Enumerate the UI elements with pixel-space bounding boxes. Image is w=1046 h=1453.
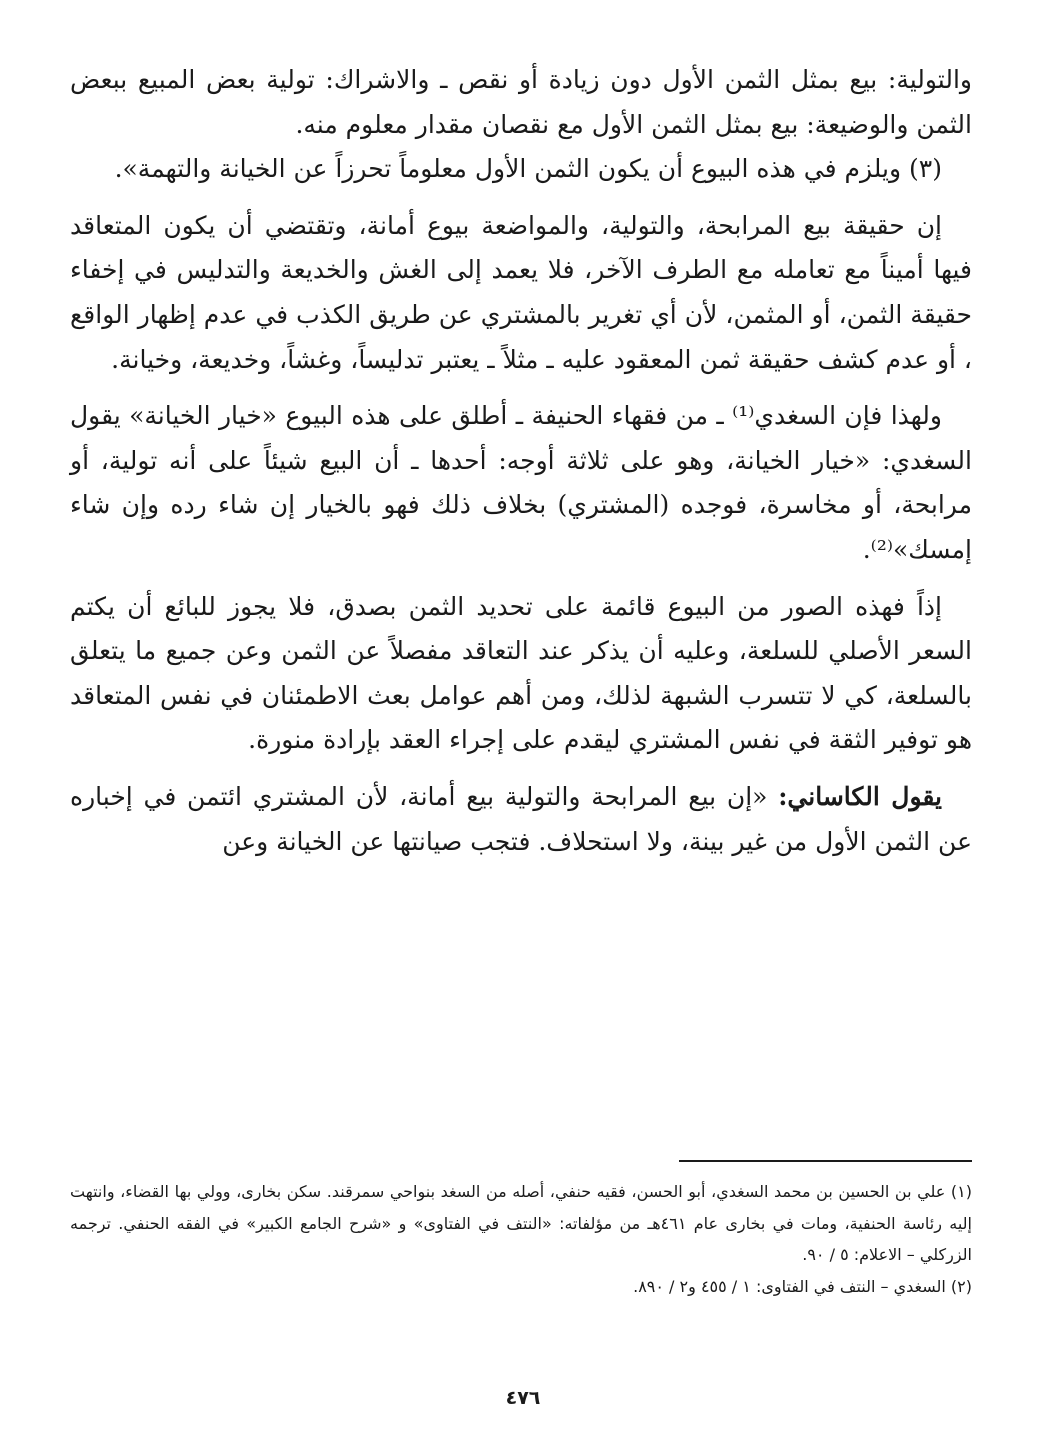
paragraph-trust-sales: إن حقيقة بيع المرابحة، والتولية، والمواضعة بيوع أمانة، وتقتضي أن يكون المتعاقد فيها أميناً مع تعامله مع الطرف الآخر، فلا يعمد إلى الغش والخديعة والتدليس في إخفاء حقيقة الثمن، أو المثمن، لأن أي تغرير بالمشتري عن طريق الكذب في عدم إظهار الواقع ، أو عدم كشف حقيقة ثمن المعقود عليه ـ مثلاً ـ يعتبر تدليساً، وغشاً، وخديعة، وخيانة. (70, 210, 972, 374)
paragraph-condition-3: (٣) ويلزم في هذه البيوع أن يكون الثمن الأول معلوماً تحرزاً عن الخيانة والتهمة». (114, 154, 942, 184)
footnote-divider (679, 1160, 972, 1162)
footnote-1: (١) علي بن الحسين بن محمد السغدي، أبو الحسن، فقيه حنفي، أصله من السغد بنواحي سمرقند. سكن بخارى، وولي بها القضاء، وانتهت إليه رئاسة الحنفية، ومات في بخارى عام ٤٦١هـ من مؤلفاته: «النتف في الفتاوى» و «شرح الجامع الكبير» في الفقه الحنفي. ترجمه الزركلي – الاعلام: ٥ / ٩٠. (70, 1182, 972, 1264)
paragraph-kasani-quote (70, 775, 972, 864)
kasani-quote-text: «إن بيع المرابحة والتولية بيع أمانة، لأن المشتري ائتمن في إخباره عن الثمن الأول من غير بينة، ولا استحلاف. فتجب صيانتها عن الخيانة وعن (70, 781, 972, 856)
paragraph-tawliya-definition: والتولية: بيع بمثل الثمن الأول دون زيادة أو نقص ـ والاشراك: تولية بعض المبيع ببعض الثمن والوضيعة: بيع بمثل الثمن الأول مع نقصان مقدار معلوم منه. (70, 65, 972, 139)
footnote-2: (٢) السغدي – النتف في الفتاوى: ١ / ٤٥٥ و٢ / ٨٩٠. (633, 1276, 972, 1296)
page-number: ٤٧٦ (505, 1387, 541, 1409)
footnotes (70, 1176, 972, 1302)
paragraph-price-honesty: إذاً فهذه الصور من البيوع قائمة على تحديد الثمن بصدق، فلا يجوز للبائع أن يكتم السعر الأصلي للسلعة، وعليه أن يذكر عند التعاقد مفصلاً عن الثمن وعن جميع ما يتعلق بالسلعة، كي لا تتسرب الشبهة لذلك، ومن أهم عوامل بعث الاطمئنان في نفس المتعاقد هو توفير الثقة في نفس المشتري ليقدم على إجراء العقد بإرادة منورة. (70, 591, 972, 755)
main-text (70, 58, 972, 864)
paragraph-sughdi: ولهذا فإن السغدي⁽¹⁾ ـ من فقهاء الحنيفة ـ أطلق على هذه البيوع «خيار الخيانة» يقول السغدي: «خيار الخيانة، وهو على ثلاثة أوجه: أحدها ـ أن البيع شيئاً على أنه تولية، أو مرابحة، أو مخاسرة، فوجده (المشتري) بخلاف ذلك فهو بالخيار إن شاء رده وإن شاء إمسك»⁽²⁾. (70, 401, 972, 564)
kasani-lead: يقول الكاساني: (778, 781, 942, 811)
page-body (70, 58, 972, 864)
